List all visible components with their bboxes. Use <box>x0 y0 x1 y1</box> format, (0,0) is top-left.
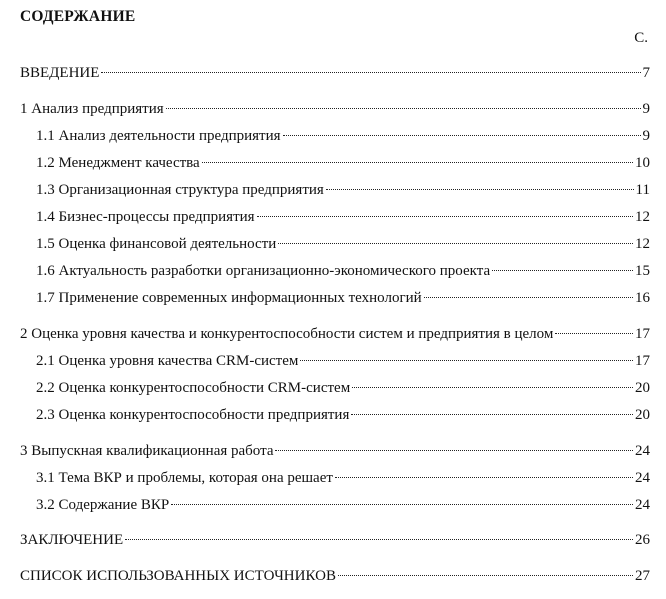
toc-dot-leader <box>351 414 633 415</box>
toc-dot-leader <box>125 539 633 540</box>
toc-entry-page: 12 <box>635 209 650 225</box>
toc-entry <box>20 530 650 550</box>
toc-entry-title: 2.1 Оценка уровня качества CRM-систем <box>36 353 299 369</box>
toc-entry-title: 1.6 Актуальность разработки организационно-экономического проекта <box>36 263 491 279</box>
toc-dot-leader <box>300 360 633 361</box>
toc-dot-leader <box>424 297 633 298</box>
toc-entry <box>36 495 650 515</box>
toc-entry-page: 9 <box>642 128 650 144</box>
toc-entry-page: 17 <box>635 353 650 369</box>
toc-entry <box>20 441 650 461</box>
toc-entry-title: 1 Анализ предприятия <box>20 101 164 117</box>
toc-entry-page: 10 <box>635 155 650 171</box>
toc-dot-leader <box>166 108 641 109</box>
toc-dot-leader <box>492 270 633 271</box>
toc-entry-page: 7 <box>642 65 650 81</box>
toc-dot-leader <box>257 216 633 217</box>
toc-entry-title: 2.3 Оценка конкурентоспособности предприятия <box>36 407 350 423</box>
toc-entry-page: 24 <box>635 497 650 513</box>
toc-entry <box>36 378 650 398</box>
toc-entry-page: 11 <box>635 182 650 198</box>
toc-entry-title: 1.4 Бизнес-процессы предприятия <box>36 209 255 225</box>
toc-entry <box>36 405 650 425</box>
toc-entry <box>20 324 650 344</box>
page-title: СОДЕРЖАНИЕ <box>20 8 136 25</box>
toc-entry-page: 15 <box>635 263 650 279</box>
toc-entry-page: 20 <box>635 407 650 423</box>
toc-entry <box>20 566 650 586</box>
toc-dot-leader <box>202 162 633 163</box>
toc-entry <box>36 351 650 371</box>
toc-entry-page: 20 <box>635 380 650 396</box>
toc-entry-title: 3 Выпускная квалификационная работа <box>20 443 274 459</box>
toc-dot-leader <box>101 72 640 73</box>
toc-entry <box>36 126 650 146</box>
toc-dot-leader <box>338 575 633 576</box>
toc-entry-title: 2.2 Оценка конкурентоспособности CRM-систем <box>36 380 351 396</box>
toc-entry-page: 24 <box>635 470 650 486</box>
toc-entry <box>36 288 650 308</box>
toc-entry-title: 3.1 Тема ВКР и проблемы, которая она решает <box>36 470 333 486</box>
toc-dot-leader <box>275 450 633 451</box>
toc-dot-leader <box>335 477 633 478</box>
toc-entry-page: 27 <box>635 568 650 584</box>
toc-entry-title: СПИСОК ИСПОЛЬЗОВАННЫХ ИСТОЧНИКОВ <box>20 568 336 584</box>
toc-entry-title: 1.2 Менеджмент качества <box>36 155 200 171</box>
toc-entry <box>20 99 650 119</box>
toc-entry-page: 26 <box>635 532 650 548</box>
toc-entry-page: 16 <box>635 290 650 306</box>
toc-entry-title: 2 Оценка уровня качества и конкурентоспособности систем и предприятия в целом <box>20 326 554 342</box>
toc-entry-title: ЗАКЛЮЧЕНИЕ <box>20 532 124 548</box>
toc-entry-title: 3.2 Содержание ВКР <box>36 497 170 513</box>
toc-entry-title: 1.5 Оценка финансовой деятельности <box>36 236 277 252</box>
toc-entry <box>36 261 650 281</box>
toc-entry <box>36 153 650 173</box>
toc-entry-title: ВВЕДЕНИЕ <box>20 65 100 81</box>
toc-dot-leader <box>352 387 633 388</box>
toc-entry <box>36 468 650 488</box>
toc-entry-page: 12 <box>635 236 650 252</box>
toc-dot-leader <box>283 135 641 136</box>
toc-dot-leader <box>278 243 633 244</box>
toc-entry-page: 24 <box>635 443 650 459</box>
page-column-label: С. <box>634 30 648 46</box>
toc-entry <box>36 234 650 254</box>
toc-entry-page: 9 <box>642 101 650 117</box>
toc-entry <box>36 207 650 227</box>
toc-entry-page: 17 <box>635 326 650 342</box>
toc-entry <box>36 180 650 200</box>
toc-dot-leader <box>171 504 633 505</box>
toc-entry-title: 1.1 Анализ деятельности предприятия <box>36 128 281 144</box>
toc-dot-leader <box>326 189 634 190</box>
toc-dot-leader <box>555 333 633 334</box>
toc-entry <box>20 63 650 83</box>
toc-entry-title: 1.7 Применение современных информационных технологий <box>36 290 422 306</box>
toc-entry-title: 1.3 Организационная структура предприятия <box>36 182 324 198</box>
